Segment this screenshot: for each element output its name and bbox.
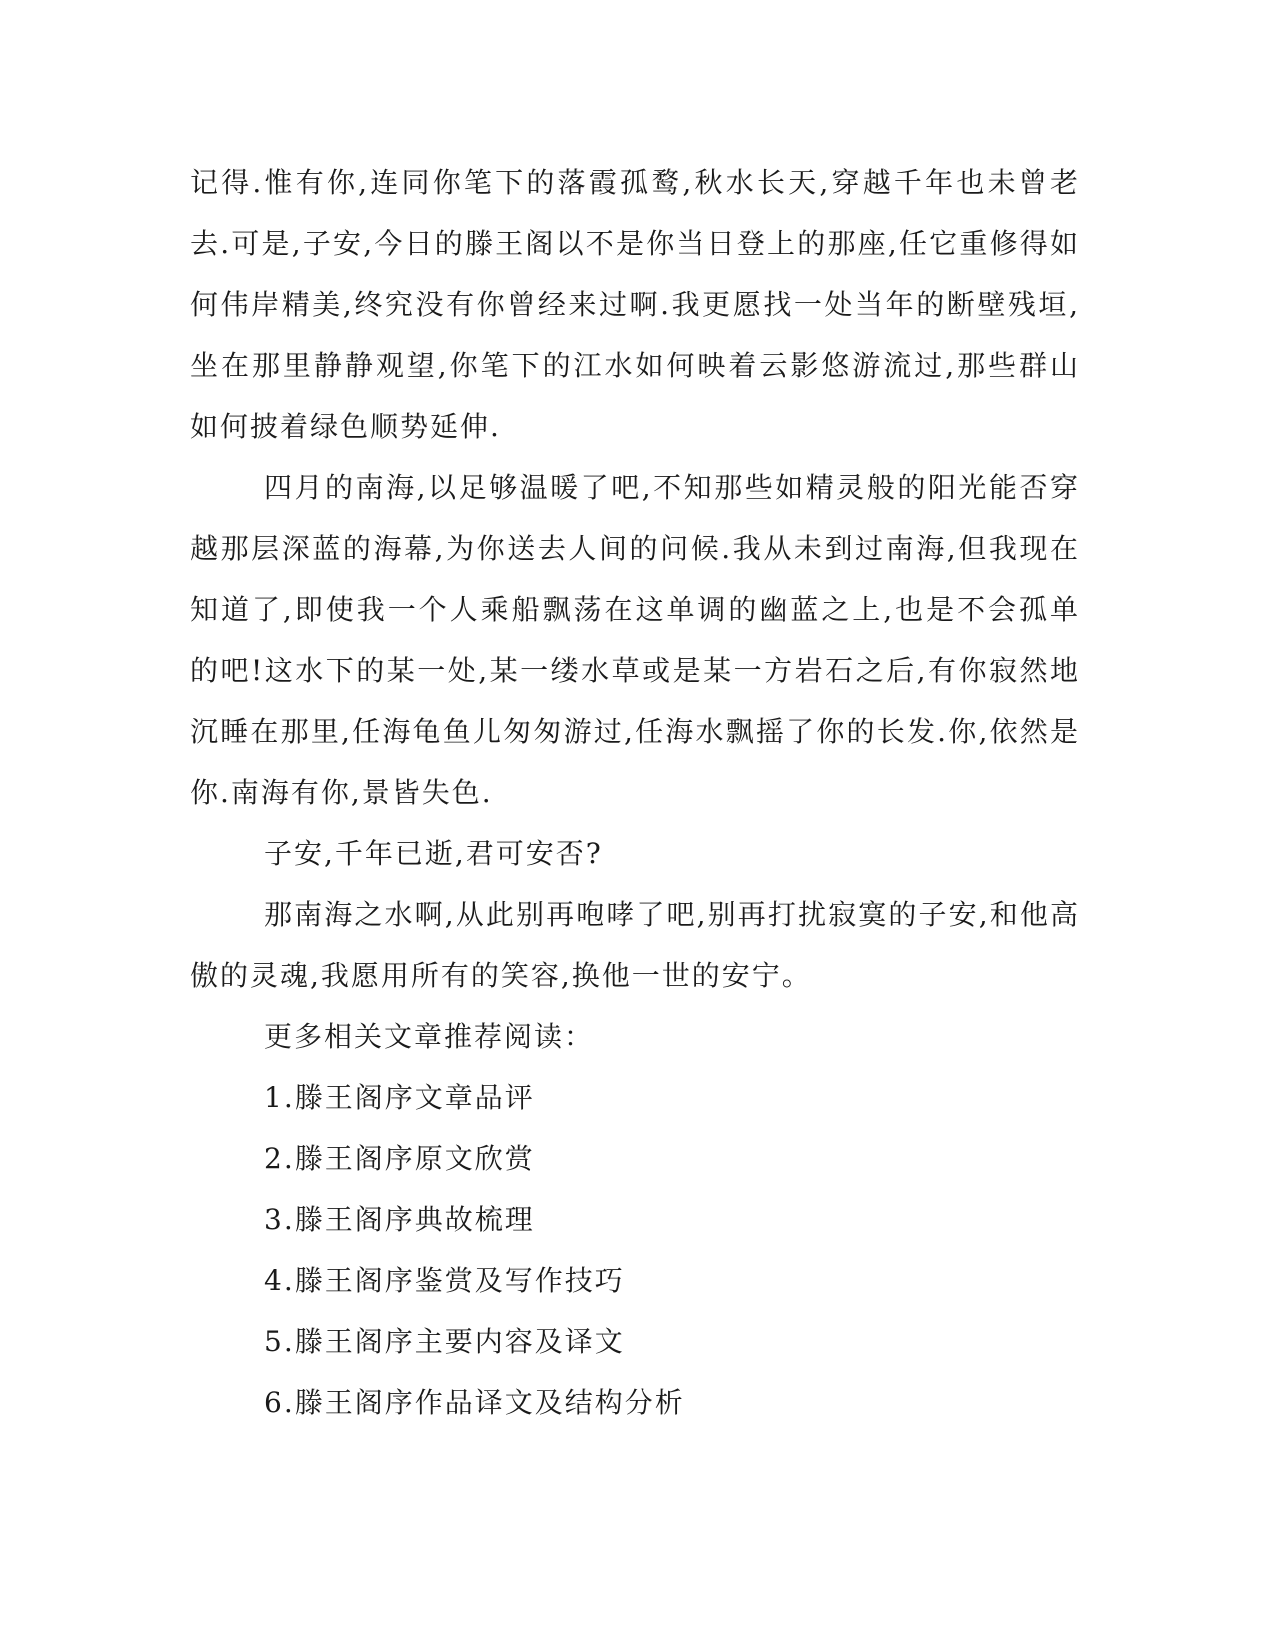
paragraph-4: 那南海之水啊,从此别再咆哮了吧,别再打扰寂寞的子安,和他高傲的灵魂,我愿用所有的笑容,换他一世的安宁。	[190, 898, 1080, 992]
related-heading: 更多相关文章推荐阅读：	[264, 1020, 595, 1053]
paragraph-2: 四月的南海,以足够温暖了吧,不知那些如精灵般的阳光能否穿越那层深蓝的海幕,为你送去人间的问候.我从未到过南海,但我现在知道了,即使我一个人乘船飘荡在这单调的幽蓝之上,也是不会孤单的吧!这水下的某一处,某一缕水草或是某一方岩石之后,有你寂然地沉睡在那里,任海龟鱼儿匆匆游过,任海水飘摇了你的长发.你,依然是你.南海有你,景皆失色.	[190, 471, 1080, 809]
related-link-2[interactable]: 2.滕王阁序原文欣赏	[264, 1142, 535, 1175]
related-link-6[interactable]: 6.滕王阁序作品译文及结构分析	[264, 1386, 685, 1419]
related-link-5[interactable]: 5.滕王阁序主要内容及译文	[264, 1325, 625, 1358]
related-link-1[interactable]: 1.滕王阁序文章品评	[264, 1081, 535, 1114]
paragraph-1: 记得.惟有你,连同你笔下的落霞孤鹜,秋水长天,穿越千年也未曾老去.可是,子安,今日的滕王阁以不是你当日登上的那座,任它重修得如何伟岸精美,终究没有你曾经来过啊.我更愿找一处当年的断壁残垣,坐在那里静静观望,你笔下的江水如何映着云影悠游流过,那些群山如何披着绿色顺势延伸.	[190, 166, 1080, 443]
document-body	[190, 152, 1080, 1433]
related-link-3[interactable]: 3.滕王阁序典故梳理	[264, 1203, 535, 1236]
related-link-4[interactable]: 4.滕王阁序鉴赏及写作技巧	[264, 1264, 625, 1297]
paragraph-3: 子安,千年已逝,君可安否?	[264, 837, 603, 870]
